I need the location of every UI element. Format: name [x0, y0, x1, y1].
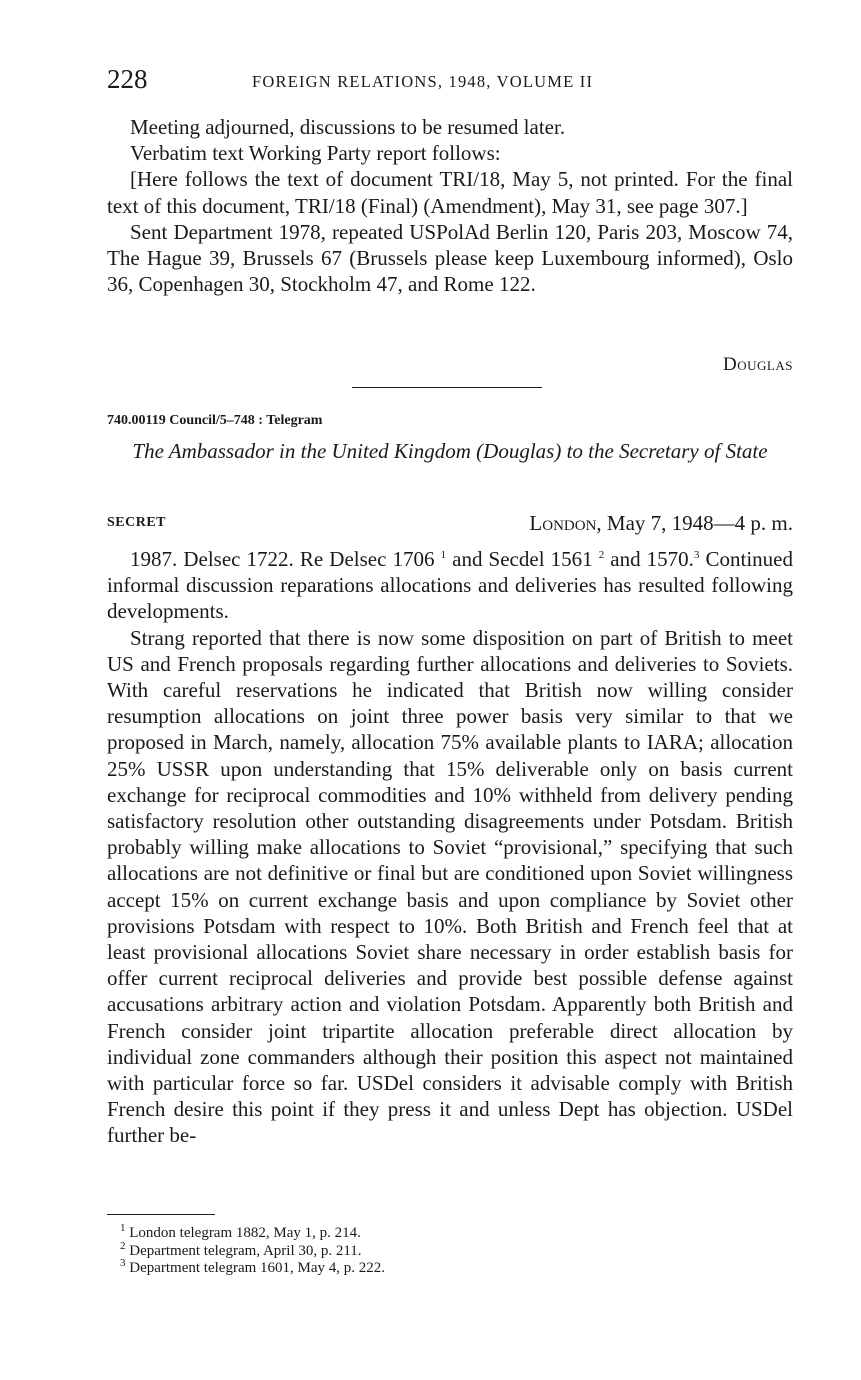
footnotes [120, 1222, 386, 1278]
footnote-ref-2: 2 [598, 549, 605, 561]
footnote-text: Department telegram 1601, May 4, p. 222. [129, 1260, 386, 1276]
running-head: FOREIGN RELATIONS, 1948, VOLUME II [252, 72, 594, 91]
paragraph-distribution: Sent Department 1978, repeated USPolAd Berlin 120, Paris 203, Moscow 74, The Hague 39, Brussels 67 (Brussels please keep Luxembourg informed), Oslo 36, Copenhagen 30, Stockholm 47, and Rome 122. [107, 219, 793, 297]
para1-text-b: and Secdel 1561 [446, 547, 599, 571]
file-reference: 740.00119 Council/5–748 : Telegram [107, 413, 323, 428]
dateline-place: London [529, 511, 597, 535]
footnote-mark: 2 [120, 1239, 126, 1252]
section-divider [352, 387, 542, 388]
signature: Douglas [723, 354, 793, 375]
document-title: The Ambassador in the United Kingdom (Douglas) to the Secretary of State [132, 439, 768, 463]
footnote [120, 1222, 385, 1243]
dateline [529, 511, 793, 536]
classification: SECRET [107, 515, 167, 530]
footnote [120, 1257, 386, 1278]
para1-text-a: 1987. Delsec 1722. Re Delsec 1706 [130, 547, 441, 571]
footnote-mark: 3 [120, 1257, 126, 1269]
telegram-body [107, 546, 793, 1149]
top-section [107, 114, 793, 297]
paragraph-strang: Strang reported that there is now some disposition on part of British to meet US and French proposals regarding further allocations and deliveries to Soviets. With careful reservations he indicated that British now willing consider resumption allocations on joint three power basis very similar to that we proposed in March, namely, allocation 75% available plants to IARA; allocation 25% USSR upon understanding that 15% deliverable only on basis current exchange for reciprocal commodities and 10% withheld from delivery pending satisfactory resolution other outstanding disagreements under Potsdam. British probably willing make allocations to Soviet “provisional,” specifying that such allocations are not definitive or final but are conditioned upon Soviet willingness accept 15% on current exchange basis and upon compliance by Soviet other provisions Potsdam with respect to 10%. Both British and French feel that at least provisional allocations Soviet share necessary in order establish basis for offer current reciprocal deliveries and provide best possible defense against accusations arbitrary action and violation Potsdam. Apparently both British and French consider joint tripartite allocation preferable direct allocation by individual zone commanders although their position this aspect not maintained with particular force so far. USDel considers it advisable comply with British French desire this point if they press it and unless Dept has objection. USDel further be- [107, 625, 793, 1148]
page-header [107, 64, 793, 100]
footnote-text: London telegram 1882, May 1, p. 214. [129, 1225, 361, 1241]
footnote-text: Department telegram, April 30, p. 211. [129, 1242, 362, 1259]
footnote-mark: 1 [120, 1222, 126, 1234]
para1-text-c: and 1570. [604, 547, 694, 571]
footnote [120, 1239, 385, 1261]
para1-text-d: Continued informal discussion reparations allocations and deliveries has resulted following developments. [107, 547, 793, 624]
footnote-divider [107, 1214, 215, 1215]
paragraph-editorial-note: [Here follows the text of document TRI/18, May 5, not printed. For the final text of this document, TRI/18 (Final) (Amendment), May 31, see page 307.] [107, 167, 793, 218]
paragraph-verbatim: Verbatim text Working Party report follows: [130, 141, 501, 166]
page-number: 228 [107, 64, 148, 94]
paragraph-adjourned: Meeting adjourned, discussions to be resumed later. [130, 115, 566, 139]
paragraph-intro [107, 546, 793, 625]
footnote-ref-3: 3 [693, 549, 700, 561]
dateline-date: , May 7, 1948—4 p. m. [596, 511, 793, 535]
footnote-ref-1: 1 [440, 549, 447, 561]
